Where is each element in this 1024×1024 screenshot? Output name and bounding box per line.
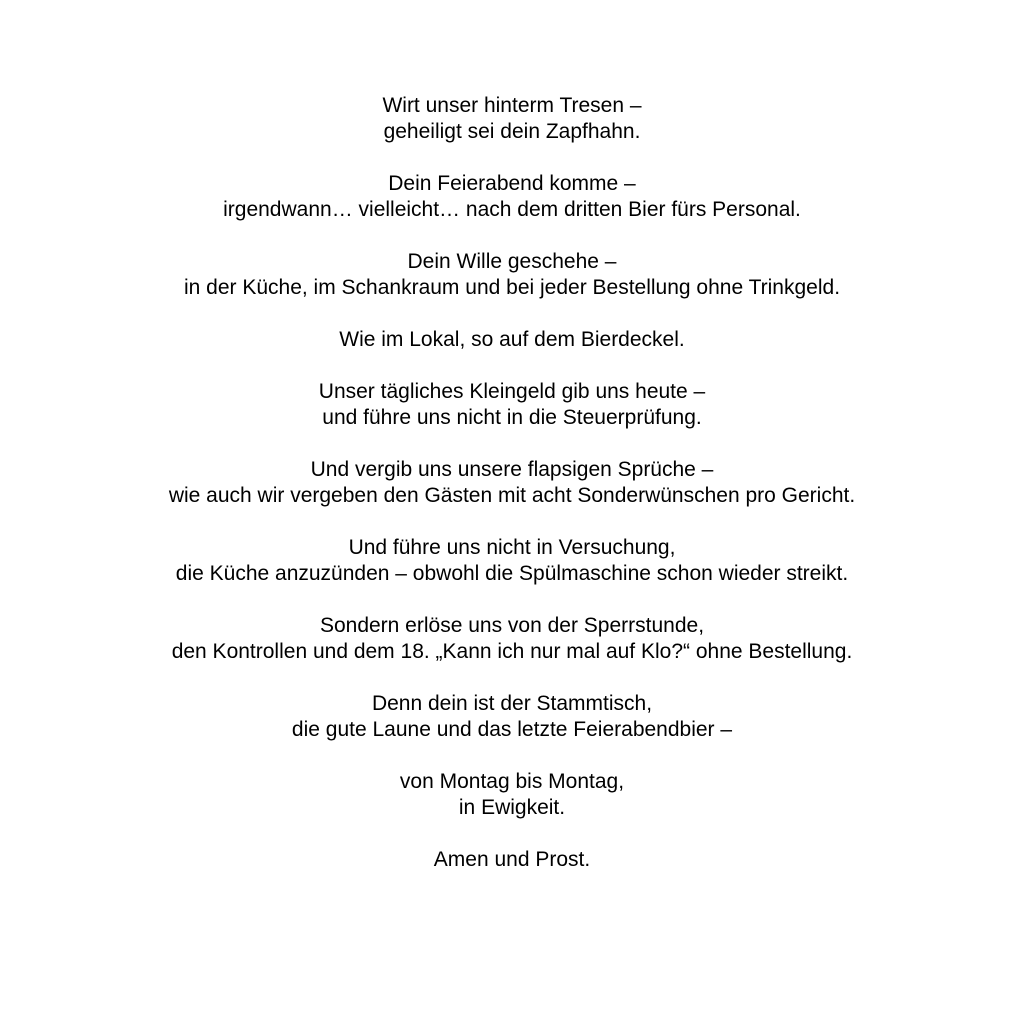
stanza-10 [0, 769, 1024, 821]
poem-line: in Ewigkeit. [458, 796, 566, 819]
poem-line: Dein Feierabend komme – [388, 172, 636, 195]
poem-line: die gute Laune und das letzte Feierabendbier – [291, 718, 733, 741]
stanza-4 [0, 327, 1024, 353]
stanza-11 [0, 847, 1024, 873]
stanza-3 [0, 249, 1024, 301]
stanza-9 [0, 691, 1024, 743]
stanza-5 [0, 379, 1024, 431]
poem-line: geheiligt sei dein Zapfhahn. [383, 120, 641, 143]
poem-line: Sondern erlöse uns von der Sperrstunde, [319, 614, 705, 637]
stanza-6 [0, 457, 1024, 509]
poem-line: Und führe uns nicht in Versuchung, [348, 536, 676, 559]
poem-line: irgendwann… vielleicht… nach dem dritten Bier fürs Personal. [223, 198, 801, 221]
stanza-1 [0, 93, 1024, 145]
stanza-8 [0, 613, 1024, 665]
poem-line: Und vergib uns unsere flapsigen Sprüche – [310, 458, 714, 481]
poem-line: Wirt unser hinterm Tresen – [382, 94, 642, 117]
poem-line: Dein Wille geschehe – [407, 250, 617, 273]
poem-line: wie auch wir vergeben den Gästen mit acht Sonderwünschen pro Gericht. [168, 484, 856, 507]
stanza-2 [0, 171, 1024, 223]
stanza-7 [0, 535, 1024, 587]
poem-line: die Küche anzuzünden – obwohl die Spülmaschine schon wieder streikt. [175, 562, 849, 585]
poem-line: Amen und Prost. [433, 848, 591, 871]
poem-line: den Kontrollen und dem 18. „Kann ich nur mal auf Klo?“ ohne Bestellung. [171, 640, 853, 663]
poem-line: Unser tägliches Kleingeld gib uns heute – [318, 380, 706, 403]
poem-text [0, 93, 1024, 899]
poem-line: Wie im Lokal, so auf dem Bierdeckel. [339, 328, 685, 351]
poem-line: und führe uns nicht in die Steuerprüfung. [322, 406, 702, 429]
poem-line: von Montag bis Montag, [399, 770, 625, 793]
poem-line: Denn dein ist der Stammtisch, [371, 692, 653, 715]
poem-line: in der Küche, im Schankraum und bei jeder Bestellung ohne Trinkgeld. [183, 276, 841, 299]
